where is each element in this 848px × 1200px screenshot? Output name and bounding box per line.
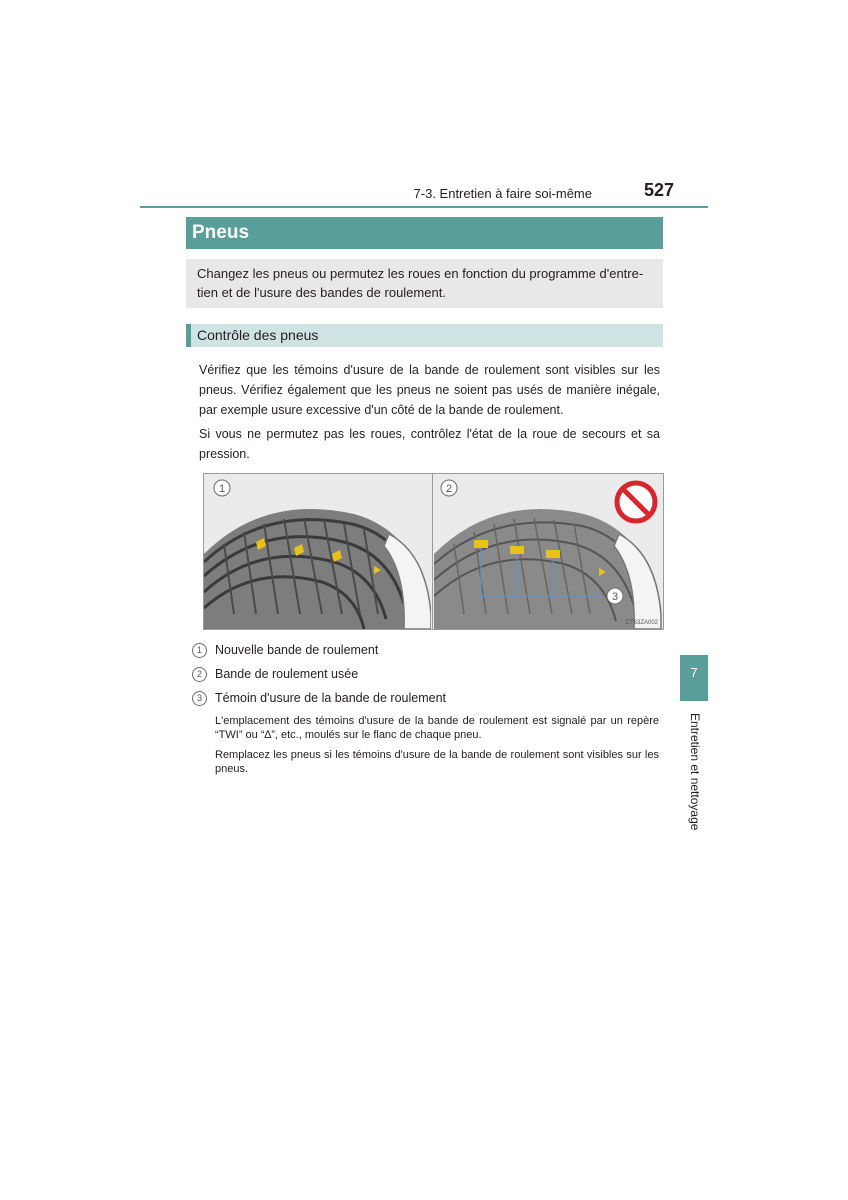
panel-number-1 xyxy=(214,480,230,496)
svg-text:3: 3 xyxy=(611,591,619,603)
tire-illustration xyxy=(203,473,664,630)
prohibited-icon xyxy=(617,483,655,521)
callout-number-3 xyxy=(607,588,623,604)
legend-text: Témoin d'usure de la bande de roulement xyxy=(215,691,447,705)
section-heading-accent xyxy=(186,324,191,347)
svg-text:2: 2 xyxy=(445,483,453,495)
legend-number: 3 xyxy=(192,691,207,706)
svg-text:1: 1 xyxy=(218,483,226,495)
legend-text: Bande de roulement usée xyxy=(215,667,359,681)
header-rule xyxy=(140,206,708,208)
legend-item xyxy=(192,643,378,658)
intro-text: Changez les pneus ou permutez les roues en fonction du programme d'entre-tien et de l'usure des bandes de roulement. xyxy=(197,266,644,300)
running-header-section: 7-3. Entretien à faire soi-même xyxy=(413,186,592,201)
page-number: 527 xyxy=(643,180,674,200)
page-title: Pneus xyxy=(192,222,250,243)
section-heading: Contrôle des pneus xyxy=(197,327,319,343)
illustration-code: CT63ZA002 xyxy=(625,620,658,626)
panel-number-2 xyxy=(441,480,457,496)
legend-text: Nouvelle bande de roulement xyxy=(215,643,379,657)
legend-number: 2 xyxy=(192,667,207,682)
paragraph: Si vous ne permutez pas les roues, contrôlez l'état de la roue de secours et sa pression. xyxy=(199,427,660,461)
legend-item xyxy=(192,667,358,682)
title-bar xyxy=(186,217,663,249)
note-text: L'emplacement des témoins d'usure de la bande de roulement est signalé par un repère “TWI” ou “∆”, etc., moulés sur le flanc de chaque pneu. xyxy=(215,715,659,741)
chapter-tab-number: 7 xyxy=(690,665,698,680)
legend-number: 1 xyxy=(192,643,207,658)
chapter-tab-label: Entretien et nettoyage xyxy=(688,713,702,831)
paragraph: Vérifiez que les témoins d'usure de la bande de roulement sont visibles sur les pneus. Vérifiez également que les pneus ne soient pas usés de manière inégale, par exemple usure excessive d'un côté de la bande de roulement. xyxy=(199,363,660,417)
legend-item xyxy=(192,691,446,706)
note-text: Remplacez les pneus si les témoins d'usure de la bande de roulement sont visibles sur les pneus. xyxy=(215,749,659,775)
